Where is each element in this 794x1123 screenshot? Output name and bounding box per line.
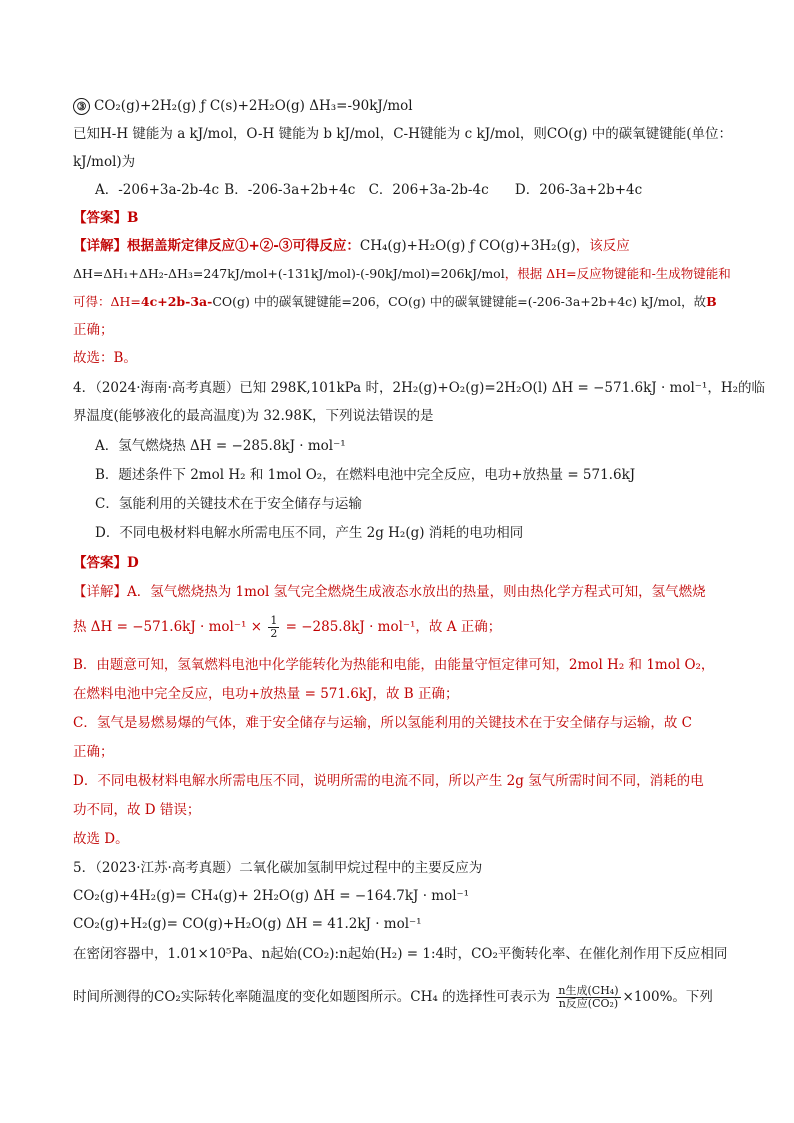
bond-energy-given: 已知H-H 键能为 a kJ/mol，O-H 键能为 b kJ/mol，C-H键能为 c kJ/mol，则CO(g) 中的碳氧键键能(单位： [73,126,733,142]
derive-result: CO(g) 中的碳氧键键能=206，CO(g) 中的碳氧键键能=(-206-3a+2b+4c) kJ/mol，故 [212,294,707,309]
q4-explanation-4: 在燃料电池中完全反应，电功+放热量 = 571.6kJ，故 B 正确； [73,686,459,702]
q4-option-b: B．题述条件下 2mol H₂ 和 1mol O₂，在燃料电池中完全反应，电功+放热量 = 571.6kJ [95,467,636,483]
fraction-denominator: 2 [270,627,278,640]
q4-choice: 故选 D。 [73,831,129,847]
q4-explanation-6: 正确； [73,744,114,760]
q4-explanation-8: 功不同，故 D 错误； [73,802,201,818]
q3-explanation-4: 正确； [73,322,114,338]
reaction-3-line [73,96,724,116]
option-a: A．-206+3a-2b-4c [95,182,220,198]
explanation-prefix: 【详解】根据盖斯定律反应①+②-③可得反应： [73,238,360,254]
q5-equation-1: CO₂(g)+4H₂(g)= CH₄(g)+ 2H₂O(g) ΔH = −164.7kJ · mol⁻¹ [73,888,470,904]
q3-choice: 故选：B。 [73,350,137,366]
q4-option-d: D．不同电极材料电解水所需电压不同，产生 2g H₂(g) 消耗的电功相同 [95,525,524,541]
q4-option-a: A．氢气燃烧热 ΔH = −285.8kJ · mol⁻¹ [95,438,346,454]
delta-h-calculation: ΔH=ΔH₁+ΔH₂-ΔH₃=247kJ/mol+(-131kJ/mol)-(-90kJ/mol)=206kJ/mol [73,266,505,281]
selectivity-post: ×100%。下列 [622,989,713,1005]
half-fraction [268,615,279,640]
q5-selectivity-line [73,982,724,1014]
q4-explanation-7: D．不同电极材料电解水所需电压不同，说明所需的电流不同，所以产生 2g 氢气所需时间不同，消耗的电 [73,773,704,789]
q4-explanation-2 [73,612,724,644]
derive-expression: 4c+2b-3a- [140,294,213,309]
q4-header-2: 界温度(能够液化的最高温度)为 32.98K，下列说法错误的是 [73,408,434,424]
selectivity-fraction [556,985,620,1010]
explanation-suffix: ，该反应 [575,238,630,254]
circled-3-marker: ③ [73,98,90,115]
q4-answer: 【答案】D [73,555,139,571]
q4-explanation-3: B．由题意可知，氢氧燃料电池中化学能转化为热能和电能，由能量守恒定律可知，2mol H₂ 和 1mol O₂， [73,657,715,673]
q3-explanation-3 [73,292,724,312]
reaction-3-equation: CO₂(g)+2H₂(g) ƒ C(s)+2H₂O(g) ΔH₃=-90kJ/mol [94,98,413,114]
selectivity-pre: 时间所测得的CO₂实际转化率随温度的变化如题图所示。CH₄ 的选择性可表示为 [73,989,551,1005]
selectivity-numerator: n生成(CH₄) [558,984,619,997]
q4-explanation-1: 【详解】A．氢气燃烧热为 1mol 氢气完全燃烧生成液态水放出的热量，则由热化学方程式可知，氢气燃烧 [73,584,706,600]
q3-options [95,180,724,200]
q5-header: 5．（2023·江苏·高考真题）二氧化碳加氢制甲烷过程中的主要反应为 [73,860,483,876]
q4-header: 4．（2024·海南·高考真题）已知 298K,101kPa 时，2H₂(g)+O₂(g)=2H₂O(l) ΔH = −571.6kJ · mol⁻¹，H₂的临 [73,380,765,396]
derive-choice: B [706,294,717,309]
delta-h-rule: ，根据 ΔH=反应物键能和-生成物键能和 [504,266,731,281]
option-c: C．206+3a-2b-4c [368,182,489,198]
derive-prefix: 可得：ΔH= [73,294,141,309]
option-b: B．-206-3a+2b+4c [224,182,356,198]
combustion-heat-pre: 热 ΔH = −571.6kJ · mol⁻¹ × [73,619,263,635]
q3-explanation-1 [73,236,724,256]
fraction-numerator: 1 [270,614,278,627]
combined-equation: CH₄(g)+H₂O(g) ƒ CO(g)+3H₂(g) [359,238,576,254]
q5-equation-2: CO₂(g)+H₂(g)= CO(g)+H₂O(g) ΔH = 41.2kJ · mol⁻¹ [73,916,422,932]
q5-conditions: 在密闭容器中，1.01×10⁵Pa、n起始(CO₂):n起始(H₂) = 1:4时，CO₂平衡转化率、在催化剂作用下反应相同 [73,946,728,962]
selectivity-denominator: n反应(CO₂) [558,997,619,1010]
option-d: D．206-3a+2b+4c [514,182,643,198]
q4-explanation-5: C．氢气是易燃易爆的气体，难于安全储存与运输，所以氢能利用的关键技术在于安全储存与运输，故 C [73,715,692,731]
q4-option-c: C．氢能利用的关键技术在于安全储存与运输 [95,496,362,512]
q3-answer: 【答案】B [73,210,139,226]
q3-explanation-2 [73,264,731,284]
bond-energy-unit: kJ/mol)为 [73,154,136,170]
combustion-heat-post: = −285.8kJ · mol⁻¹，故 A 正确； [285,619,502,635]
